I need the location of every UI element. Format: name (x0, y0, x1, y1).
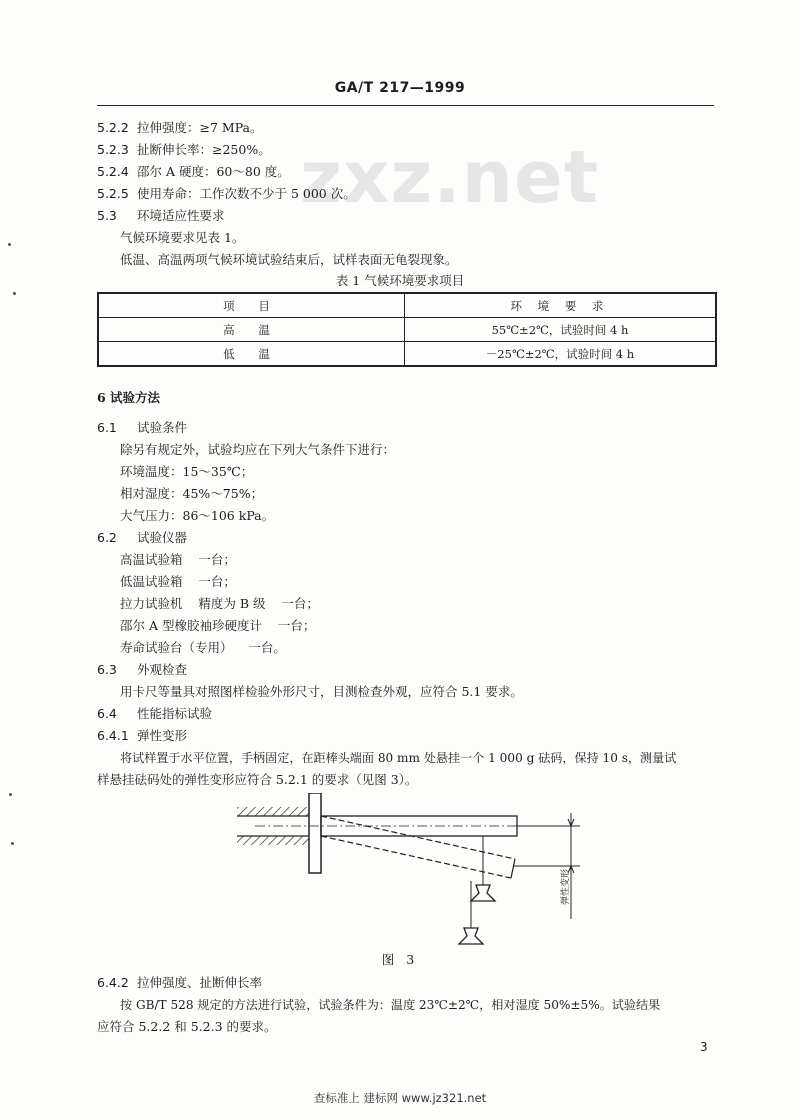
clause-5-2-3: 5.2.3 扯断伸长率：≥250%。 (97, 142, 271, 157)
table-cell-requirement: －25℃±2℃，试验时间 4 h (405, 342, 717, 367)
clause-5-3: 5.3 环境适应性要求 (97, 208, 225, 223)
instrument-line: 低温试验箱 一台； (120, 574, 236, 589)
clause-6-3: 6.3 外观检查 (97, 662, 188, 677)
wall-hatching-bottom (237, 836, 309, 845)
section-6-title: 6 试验方法 (97, 390, 161, 405)
clause-6-3-text: 用卡尺等量具对照图样检验外形尺寸，目测检查外观，应符合 5.1 要求。 (120, 684, 523, 699)
scan-speck (9, 793, 12, 796)
handle-clamp (309, 793, 321, 873)
table-header-item: 项 目 (98, 293, 405, 318)
instrument-line: 寿命试验台（专用） 一台。 (120, 640, 286, 655)
climate-environment-table (97, 292, 717, 367)
table-header-row (98, 293, 716, 318)
clause-6-4-2-text: 应符合 5.2.2 和 5.2.3 的要求。 (97, 1019, 277, 1034)
instrument-line: 拉力试验机 精度为 B 级 一台； (120, 596, 319, 611)
clause-6-4-1-text: 样悬挂砝码处的弹性变形应符合 5.2.1 的要求（见图 3）。 (97, 772, 418, 787)
weight-icon (471, 885, 495, 901)
table-cell-item: 高 温 (98, 318, 405, 342)
page-number: 3 (700, 1040, 708, 1054)
clause-6-4-1: 6.4.1 弹性变形 (97, 728, 188, 743)
clause-6-4-1-text: 将试样置于水平位置，手柄固定，在距棒头端面 80 mm 处悬挂一个 1 000 g 砝码，保持 10 s，测量试 (120, 751, 677, 765)
table-cell-item: 低 温 (98, 342, 405, 367)
clause-6-1-text: 相对湿度：45%～75%； (120, 486, 264, 501)
clause-5-2-5: 5.2.5 使用寿命：工作次数不少于 5 000 次。 (97, 186, 356, 201)
figure-label-elastic-deformation: 弹性变形 (561, 868, 571, 905)
instrument-line: 高温试验箱 一台； (120, 552, 236, 567)
scan-speck (11, 842, 14, 845)
standard-number-header: GA/T 217—1999 (334, 80, 466, 96)
wall-hatching-top (237, 807, 309, 816)
env-intro-line-1: 气候环境要求见表 1。 (120, 230, 245, 245)
clause-6-4: 6.4 性能指标试验 (97, 706, 213, 721)
rod-deformed-top (321, 816, 515, 859)
header-rule (97, 105, 714, 106)
weight-icon (459, 928, 483, 944)
scan-speck (13, 292, 16, 295)
clause-6-2: 6.2 试验仪器 (97, 530, 188, 545)
clause-5-2-2: 5.2.2 拉伸强度：≥7 MPa。 (97, 120, 263, 135)
figure-caption: 图 3 (381, 952, 419, 967)
clause-6-1-text: 除另有规定外，试验均应在下列大气条件下进行： (120, 442, 396, 457)
table-row (98, 342, 716, 367)
instrument-line: 邵尔 A 型橡胶袖珍硬度计 一台； (120, 618, 316, 633)
clause-5-2-4: 5.2.4 邵尔 A 硬度：60～80 度。 (97, 164, 290, 179)
clause-6-1-text: 大气压力：86～106 kPa。 (120, 508, 275, 523)
scan-speck (8, 243, 11, 246)
clause-6-1-text: 环境温度：15～35℃； (120, 464, 254, 479)
table-row (98, 318, 716, 342)
env-intro-line-2: 低温、高温两项气候环境试验结束后，试样表面无龟裂现象。 (120, 252, 458, 267)
footer-source: 查标准上 建标网 www.jz321.net (313, 1091, 487, 1105)
figure-3-diagram (235, 793, 595, 948)
watermark: zxz.net (300, 135, 600, 219)
clause-6-4-2-text: 按 GB/T 528 规定的方法进行试验，试验条件为：温度 23℃±2℃，相对湿度 50%±5%。试验结果 (120, 998, 661, 1012)
clause-6-4-2: 6.4.2 拉伸强度、扯断伸长率 (97, 975, 263, 990)
table-header-requirement: 环 境 要 求 (405, 293, 717, 318)
table-cell-requirement: 55℃±2℃，试验时间 4 h (405, 318, 717, 342)
clause-6-1: 6.1 试验条件 (97, 420, 188, 435)
table-caption: 表 1 气候环境要求项目 (335, 273, 465, 288)
